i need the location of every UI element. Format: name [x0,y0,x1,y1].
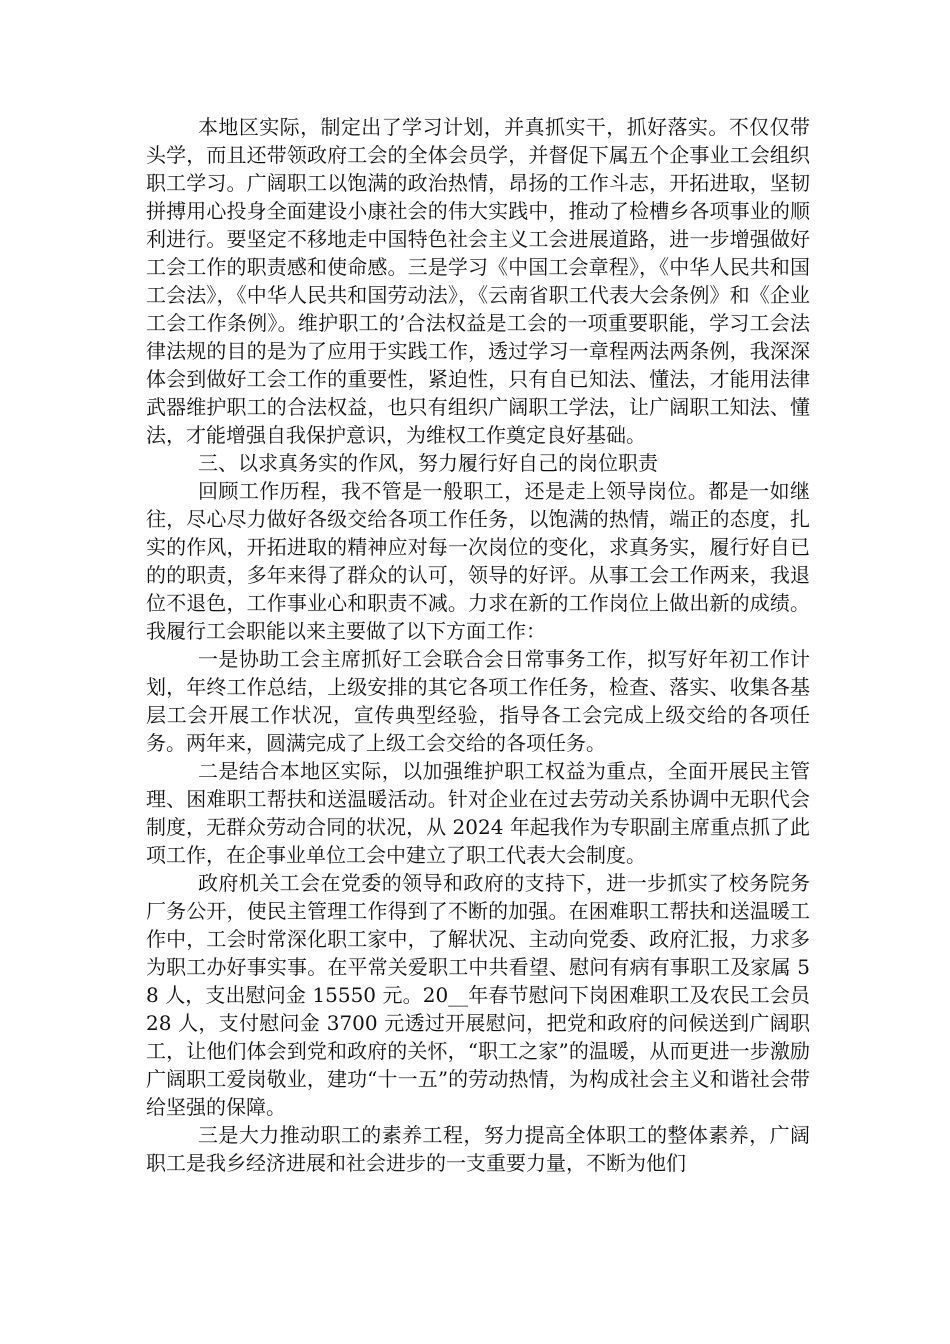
paragraph-government-union: 政府机关工会在党委的领导和政府的支持下，进一步抓实了校务院务厂务公开，使民主管理工作得到了不断的加强。在困难职工帮扶和送温暖工作中，工会时常深化职工家中，了解状况、主动向党委、政府汇报，力求多为职工办好事实事。在平常关爱职工中共看望、慰问有病有事职工及家属 58 人，支出慰问金 15550 元。20__年春节慰问下岗困难职工及农民工会员 28 人，支付慰问金 3700 元透过开展慰问，把党和政府的问候送到广阔职工，让他们体会到党和政府的关怀，“职工之家”的温暖，从而更进一步激励广阔职工爱岗敬业，建功“十一五”的劳动热情，为构成社会主义和谐社会带给坚强的保障。 [146,871,810,1119]
document-body [146,113,810,1177]
paragraph-work-history: 回顾工作历程，我不管是一般职工，还是走上领导岗位。都是一如继往，尽心尽力做好各级交给各项工作任务，以饱满的热情，端正的态度，扎实的作风，开拓进取的精神应对每一次岗位的变化，求真务实，履行好自已的的职责，多年来得了群众的认可，领导的好评。从事工会工作两来，我退位不退色，工作事业心和职责不减。力求在新的工作岗位上做出新的成绩。我履行工会职能以来主要做了以下方面工作： [146,479,810,643]
paragraph-item-two: 二是结合本地区实际，以加强维护职工权益为重点，全面开展民主管理、困难职工帮扶和送温暖活动。针对企业在过去劳动关系协调中无职代会制度，无群众劳动合同的状况，从 2024 年起我作为专职副主席重点抓了此项工作，在企事业单位工会中建立了职工代表大会制度。 [146,759,810,867]
paragraph-item-three: 三是大力推动职工的素养工程，努力提高全体职工的整体素养，广阔职工是我乡经济进展和社会进步的一支重要力量，不断为他们 [146,1123,810,1175]
section-heading-three: 三、以求真务实的作风，努力履行好自己的岗位职责 [198,451,658,475]
paragraph-item-one: 一是协助工会主席抓好工会联合会日常事务工作，拟写好年初工作计划，年终工作总结，上级安排的其它各项工作任务，检查、落实、收集各基层工会开展工作状况，宣传典型经验，指导各工会完成上级交给的各项任务。两年来，圆满完成了上级工会交给的各项任务。 [146,647,810,755]
paragraph-study-plan: 本地区实际，制定出了学习计划，并真抓实干，抓好落实。不仅仅带头学，而且还带领政府工会的全体会员学，并督促下属五个企事业工会组织职工学习。广阔职工以饱满的政治热情，昂扬的工作斗志，开拓进取，坚韧拼搏用心投身全面建设小康社会的伟大实践中，推动了检槽乡各项事业的顺利进行。要坚定不移地走中国特色社会主义工会进展道路，进一步增强做好工会工作的职责感和使命感。三是学习《中国工会章程》，《中华人民共和国工会法》，《中华人民共和国劳动法》，《云南省职工代表大会条例》和《企业工会工作条例》。维护职工的’合法权益是工会的一项重要职能，学习工会法律法规的目的是为了应用于实践工作，透过学习一章程两法两条例，我深深体会到做好工会工作的重要性，紧迫性，只有自已知法、懂法，才能用法律武器维护职工的合法权益，也只有组织广阔职工学法，让广阔职工知法、懂法，才能增强自我保护意识，为维权工作奠定良好基础。 [146,115,810,447]
